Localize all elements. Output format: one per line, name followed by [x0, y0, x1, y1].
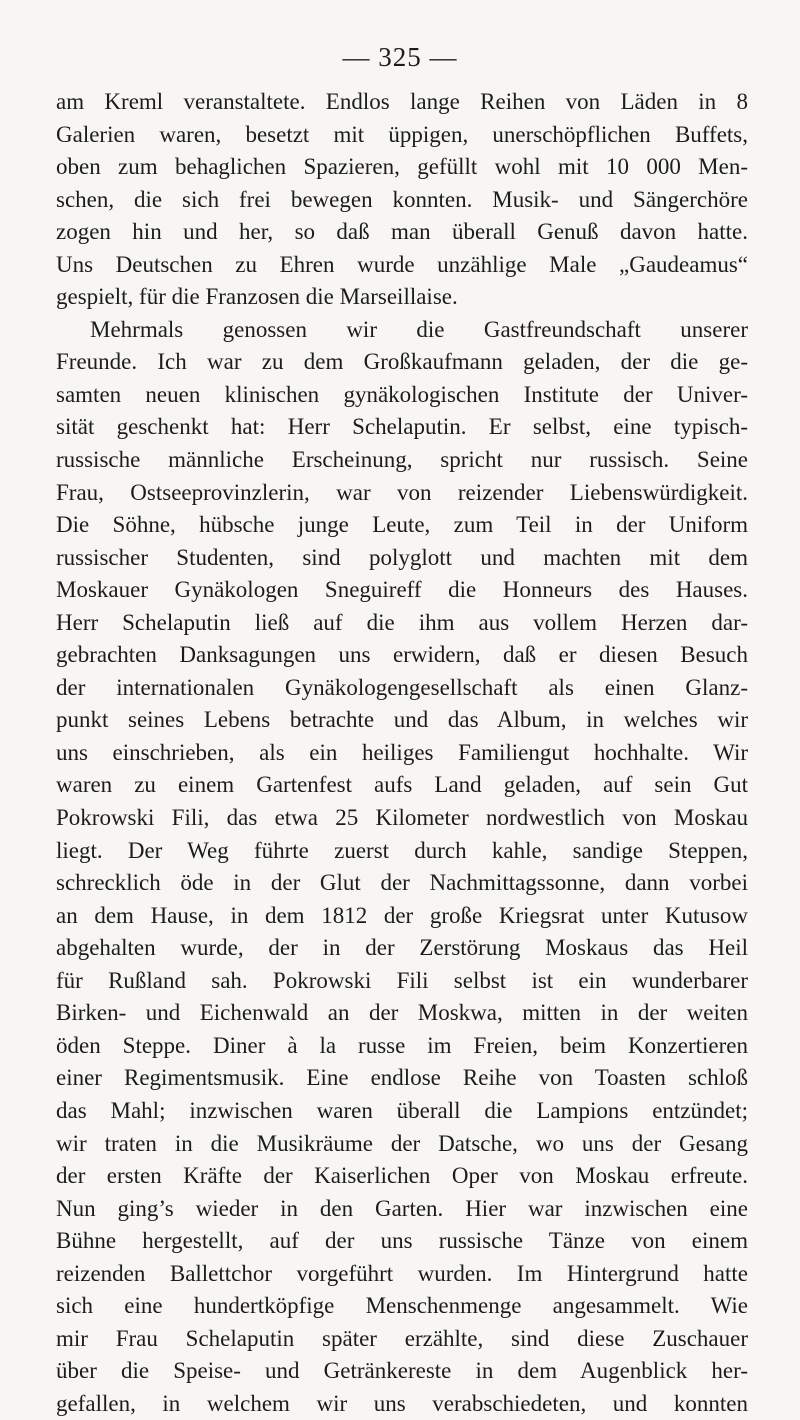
text-line: waren zu einem Gartenfest aufs Land geladen, auf sein Gut: [56, 772, 748, 798]
text-line: Frau, Ostseeprovinzlerin, war von reizender Liebenswürdigkeit.: [56, 479, 748, 505]
text-line: am Kreml veranstaltete. Endlos lange Reihen von Läden in 8: [56, 89, 748, 114]
text-line: liegt. Der Weg führte zuerst durch kahle, sandige Steppen,: [56, 837, 748, 863]
text-line: wir traten in die Musikräume der Datsche, wo uns der Gesang: [56, 1130, 748, 1156]
text-line: gespielt, für die Franzosen die Marseillaise.: [56, 284, 458, 310]
text-line: Bühne hergestellt, auf der uns russische Tänze von einem: [56, 1228, 748, 1254]
text-line: der internationalen Gynäkologengesellschaft als einen Glanz-: [56, 674, 748, 700]
text-line: schrecklich öde in der Glut der Nachmittagssonne, dann vorbei: [56, 870, 748, 896]
text-line: Galerien waren, besetzt mit üppigen, unerschöpflichen Buffets,: [56, 121, 748, 147]
text-line: für Rußland sah. Pokrowski Fili selbst ist ein wunderbarer: [56, 967, 748, 993]
text-line: öden Steppe. Diner à la russe im Freien, beim Konzertieren: [56, 1032, 748, 1058]
text-line: Die Söhne, hübsche junge Leute, zum Teil in der Uniform: [56, 512, 748, 538]
text-line: russischer Studenten, sind polyglott und machten mit dem: [56, 544, 748, 570]
text-line: einer Regimentsmusik. Eine endlose Reihe von Toasten schloß: [56, 1065, 748, 1091]
text-line: reizenden Ballettchor vorgeführt wurden. Im Hintergrund hatte: [56, 1260, 748, 1286]
text-line: Nun ging’s wieder in den Garten. Hier war inzwischen eine: [56, 1195, 748, 1221]
text-line: zogen hin und her, so daß man überall Genuß davon hatte.: [56, 219, 748, 245]
text-line: mir Frau Schelaputin später erzählte, sind diese Zuschauer: [56, 1325, 748, 1351]
text-line: Uns Deutschen zu Ehren wurde unzählige Male „Gaudeamus“: [56, 251, 748, 277]
text-line: uns einschrieben, als ein heiliges Familiengut hochhalte. Wir: [56, 739, 748, 765]
text-line: punkt seines Lebens betrachte und das Album, in welches wir: [56, 707, 748, 733]
text-line: Moskauer Gynäkologen Sneguireff die Honneurs des Hauses.: [56, 577, 748, 603]
text-line: Herr Schelaputin ließ auf die ihm aus vollem Herzen dar-: [56, 609, 748, 635]
text-line: gefallen, in welchem wir uns verabschiedeten, und konnten: [56, 1390, 748, 1416]
text-line: das Mahl; inzwischen waren überall die Lampions entzündet;: [56, 1097, 748, 1123]
text-line: oben zum behaglichen Spazieren, gefüllt wohl mit 10 000 Men-: [56, 154, 748, 180]
text-line: Birken- und Eichenwald an der Moskwa, mitten in der weiten: [56, 1000, 748, 1026]
text-line: Pokrowski Fili, das etwa 25 Kilometer nordwestlich von Moskau: [56, 805, 748, 831]
page-number: — 325 —: [342, 42, 458, 72]
text-line: sich eine hundertköpfige Menschenmenge angesammelt. Wie: [56, 1293, 748, 1319]
text-line: russische männliche Erscheinung, spricht nur russisch. Seine: [56, 447, 748, 473]
text-line: Mehrmals genossen wir die Gastfreundschaft unserer: [90, 316, 748, 342]
text-line: gebrachten Danksagungen uns erwidern, daß er diesen Besuch: [56, 642, 748, 668]
text-line: schen, die sich frei bewegen konnten. Musik- und Sängerchöre: [56, 186, 748, 212]
text-line: Freunde. Ich war zu dem Großkaufmann geladen, der die ge-: [56, 349, 748, 375]
text-line: abgehalten wurde, der in der Zerstörung Moskaus das Heil: [56, 935, 748, 961]
body-text: [56, 86, 748, 1420]
text-line: sität geschenkt hat: Herr Schelaputin. Er selbst, eine typisch-: [56, 414, 748, 440]
text-line: an dem Hause, in dem 1812 der große Kriegsrat unter Kutusow: [56, 902, 748, 928]
text-line: samten neuen klinischen gynäkologischen Institute der Univer-: [56, 381, 748, 407]
text-line: über die Speise- und Getränkereste in dem Augenblick her-: [56, 1358, 748, 1384]
text-line: der ersten Kräfte der Kaiserlichen Oper von Moskau erfreute.: [56, 1163, 748, 1189]
